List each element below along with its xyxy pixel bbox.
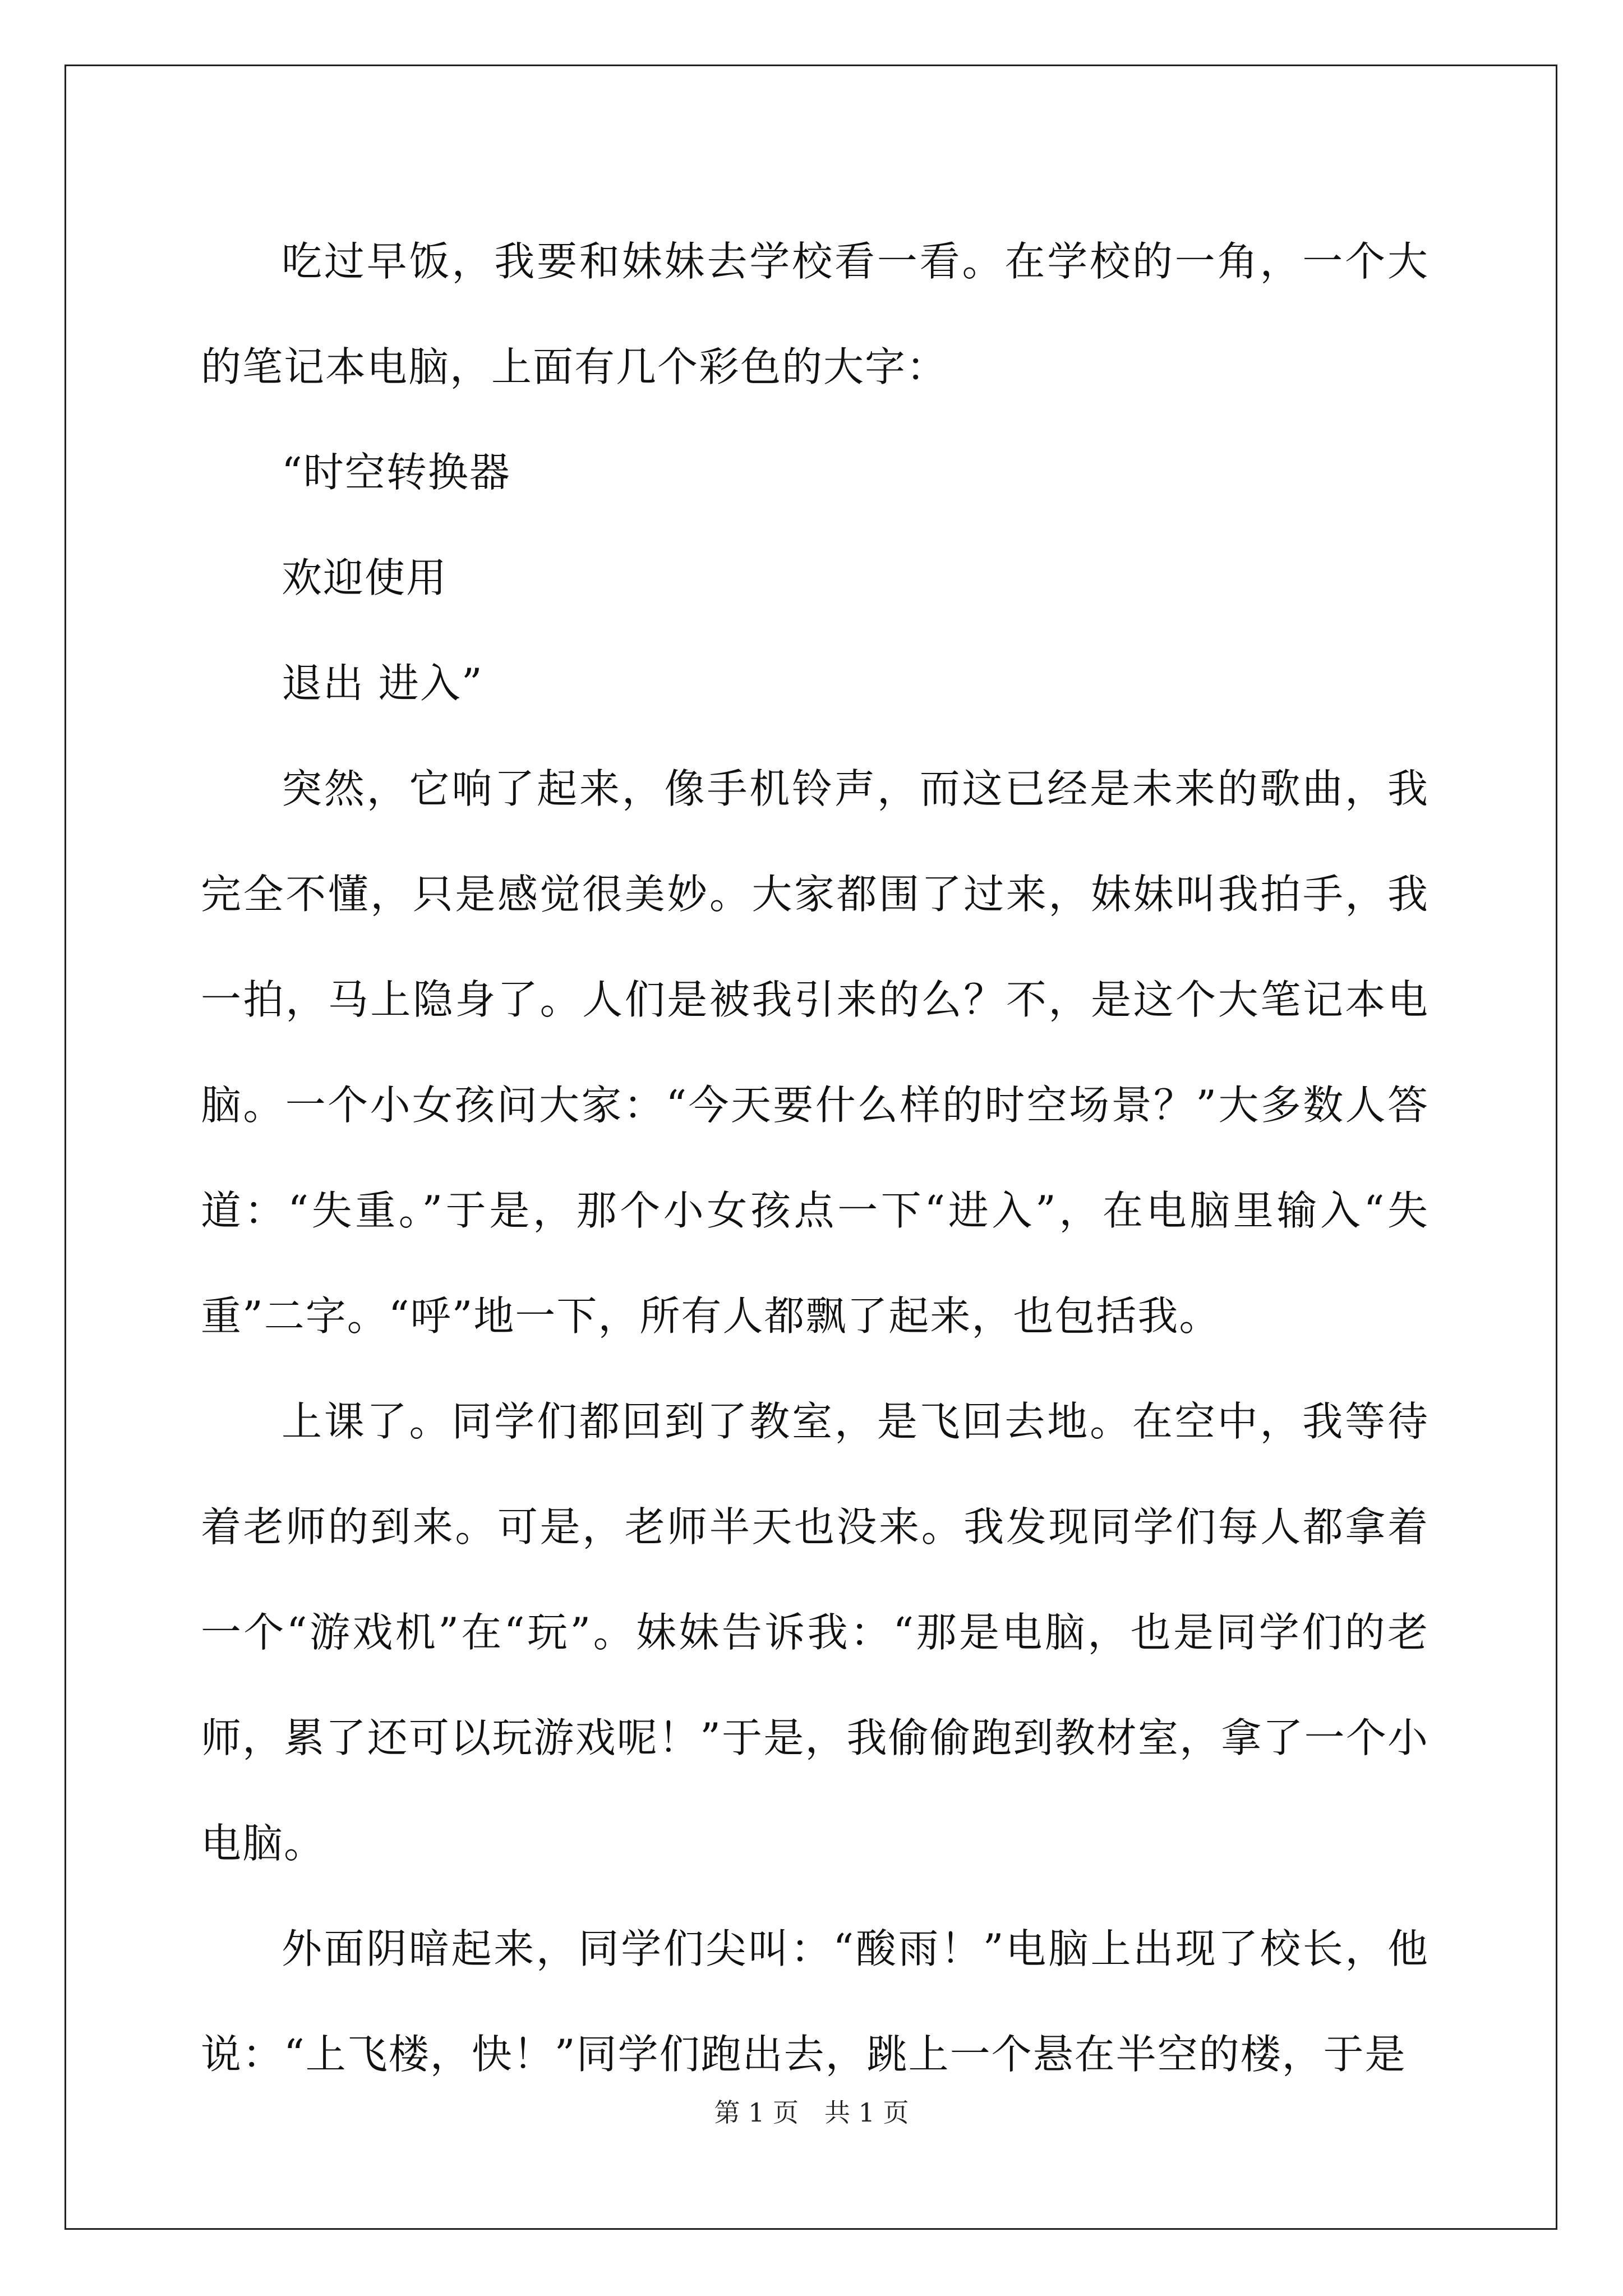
paragraph-1: 吃过早饭，我要和妹妹去学校看一看。在学校的一角，一个大的笔记本电脑，上面有几个彩色的大字： — [201, 238, 1429, 390]
paragraph-7: 外面阴暗起来，同学们尖叫：“酸雨！”电脑上出现了校长，他说：“上飞楼，快！”同学们跑出去，跳上一个悬在半空的楼，于是 — [201, 1925, 1429, 2078]
paragraph-3: 欢迎使用 — [282, 554, 448, 601]
page-footer: 第 1 页 共 1 页 — [714, 2097, 909, 2128]
paragraph-6: 上课了。同学们都回到了教室，是飞回去地。在空中，我等待着老师的到来。可是，老师半天也没来。我发现同学们每人都拿着一个“游戏机”在“玩”。妹妹告诉我：“那是电脑，也是同学们的老师，累了还可以玩游戏呢！”于是，我偷偷跑到教材室，拿了一个小电脑。 — [201, 1398, 1429, 1867]
paragraph-5: 突然，它响了起来，像手机铃声，而这已经是未来的歌曲，我完全不懂，只是感觉很美妙。大家都围了过来，妹妹叫我拍手，我一拍，马上隐身了。人们是被我引来的么？不，是这个大笔记本电脑。一个小女孩问大家：“今天要什么样的时空场景？”大多数人答道：“失重。”于是，那个小女孩点一下“进入”，在电脑里输入“失重”二字。“呼”地一下，所有人都飘了起来，也包括我。 — [201, 765, 1429, 1340]
document-body — [201, 209, 1429, 2107]
paragraph-2: “时空转换器 — [282, 449, 511, 496]
paragraph-4: 退出 进入” — [282, 660, 483, 707]
